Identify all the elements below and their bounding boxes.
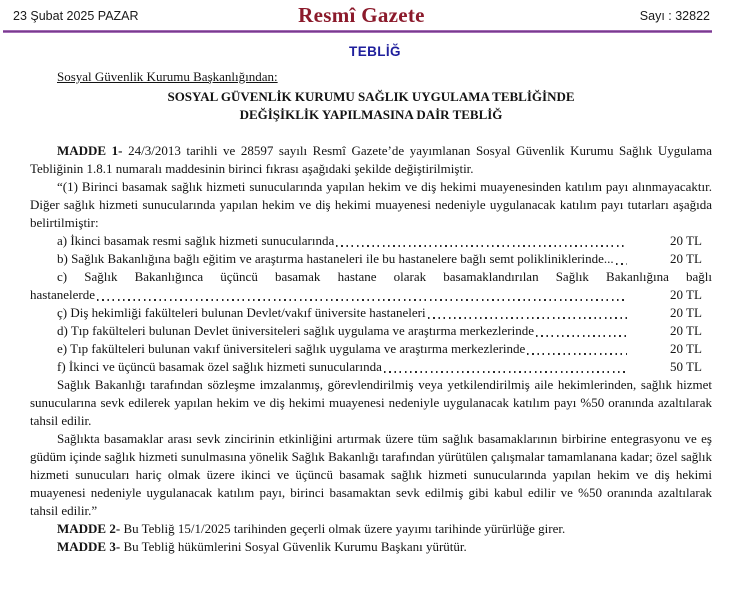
article-1 xyxy=(30,142,712,178)
referral-chain-paragraph: Sağlıkta basamaklar arası sevk zincirinin etkinliğini artırmak üzere tüm sağlık basamaklarının birbirine entegrasyonu ve eş güdüm içinde sağlık hizmeti sunulmasına yönelik Sağlık Bakanlığı tarafından yürütülen çalışmalar tamamlanana kadar; özel sağlık hizmeti sunucuları hariç olmak üzere ikinci ve üçüncü basamak sağlık hizmeti sunucularında yapılan hekim ve diş hekimi muayenesi nedeniyle uygulanacak katılım payı, birinci basamaktan sevk edilmiş gibi kabul edilir ve %50 oranında azaltılarak tahsil edilir.” xyxy=(30,431,712,518)
fee-amount: 20 TL xyxy=(670,341,702,356)
fee-text: e) Tıp fakülteleri bulunan vakıf üniversiteleri sağlık uygulama ve araştırma merkezlerinde xyxy=(57,341,526,356)
family-physician-paragraph: Sağlık Bakanlığı tarafından sözleşme imzalanmış, görevlendirilmiş veya yetkilendirilmiş aile hekimlerinden, sağlık hizmet sunucularına sevk edilerek yapılan hekim ve diş hekimi muayenesi nedeniyle uygulanacak katılım payı %50 oranında azaltılarak tahsil edilir. xyxy=(30,377,712,428)
article-1-label: MADDE 1- xyxy=(57,143,123,158)
masthead-issue-number: Sayı : 32822 xyxy=(639,8,710,23)
fee-row-b xyxy=(30,250,712,268)
dot-leader xyxy=(336,245,627,247)
dot-leader xyxy=(428,317,627,319)
masthead-title: Resmî Gazete xyxy=(298,3,425,27)
fee-amount: 20 TL xyxy=(670,323,702,338)
fee-text: f) İkinci ve üçüncü basamak özel sağlık hizmeti sunucularında xyxy=(57,359,382,374)
fee-amount: 20 TL xyxy=(670,305,702,320)
masthead-date: 23 Şubat 2025 PAZAR xyxy=(13,8,139,23)
fee-row-a xyxy=(30,232,712,250)
fee-amount: 50 TL xyxy=(670,359,702,374)
article-3-label: MADDE 3- xyxy=(57,539,121,554)
article-3-text: Bu Tebliğ hükümlerini Sosyal Güvenlik Kurumu Başkanı yürütür. xyxy=(120,539,467,554)
article-2-label: MADDE 2- xyxy=(57,521,121,536)
fee-row-f xyxy=(30,358,712,376)
fee-row-c-line1: c) Sağlık Bakanlığınca üçüncü basamak hastane olarak basamaklandırılan Sağlık Bakanlığına bağlı xyxy=(57,269,712,284)
fee-text: ç) Diş hekimliği fakülteleri bulunan Devlet/vakıf üniversite hastaneleri xyxy=(57,305,426,320)
document-title-line1: SOSYAL GÜVENLİK KURUMU SAĞLIK UYGULAMA TEBLİĞİNDE xyxy=(167,89,575,104)
masthead-divider xyxy=(3,30,712,33)
section-heading: TEBLİĞ xyxy=(349,44,401,59)
dot-leader xyxy=(536,335,627,337)
article-1-text: 24/3/2013 tarihli ve 28597 sayılı Resmî Gazete’de yayımlanan Sosyal Güvenlik Kurumu Sağlık Uygulama Tebliğinin 1.8.1 numaralı maddesinin birinci fıkrası aşağıdaki şekilde değiştirilmiştir. xyxy=(30,143,712,176)
fee-text: b) Sağlık Bakanlığına bağlı eğitim ve araştırma hastaneleri ile bu hastanelere bağlı semt polikliniklerinde... xyxy=(57,251,614,266)
document-title xyxy=(30,88,712,124)
dot-leader xyxy=(527,353,627,355)
fee-text: hastanelerde xyxy=(30,287,95,302)
fee-text: a) İkinci basamak resmi sağlık hizmeti sunucularında xyxy=(57,233,335,248)
dot-leader xyxy=(616,263,627,265)
document-title-line2: DEĞİŞİKLİK YAPILMASINA DAİR TEBLİĞ xyxy=(239,107,503,122)
article-2 xyxy=(30,520,712,538)
dot-leader xyxy=(97,299,627,301)
fee-row-d xyxy=(30,322,712,340)
spacer xyxy=(30,124,712,142)
issuing-authority xyxy=(30,68,712,86)
fee-amount: 20 TL xyxy=(670,233,702,248)
article-2-text: Bu Tebliğ 15/1/2025 tarihinden geçerli olmak üzere yayımı tarihinde yürürlüğe girer. xyxy=(120,521,566,536)
fee-row-e xyxy=(30,340,712,358)
fee-text: d) Tıp fakülteleri bulunan Devlet üniversiteleri sağlık uygulama ve araştırma merkezlerinde xyxy=(57,323,534,338)
document-body xyxy=(0,68,750,556)
dot-leader xyxy=(384,371,627,373)
fee-row-c-line2 xyxy=(30,286,712,304)
fee-row-cc xyxy=(30,304,712,322)
issuing-authority-text: Sosyal Güvenlik Kurumu Başkanlığından: xyxy=(57,69,278,84)
fee-amount: 20 TL xyxy=(670,251,702,266)
fee-amount: 20 TL xyxy=(670,287,702,302)
gazette-masthead xyxy=(0,0,750,29)
article-3 xyxy=(30,538,712,556)
quote-intro-paragraph: “(1) Birinci basamak sağlık hizmeti sunucularında yapılan hekim ve diş hekimi muayenesinden katılım payı alınmayacaktır. Diğer sağlık hizmeti sunucularında yapılan hekim ve diş hekimi muayenesi nedeniyle uygulanacak katılım payı tutarları aşağıda belirtilmiştir: xyxy=(30,179,712,230)
